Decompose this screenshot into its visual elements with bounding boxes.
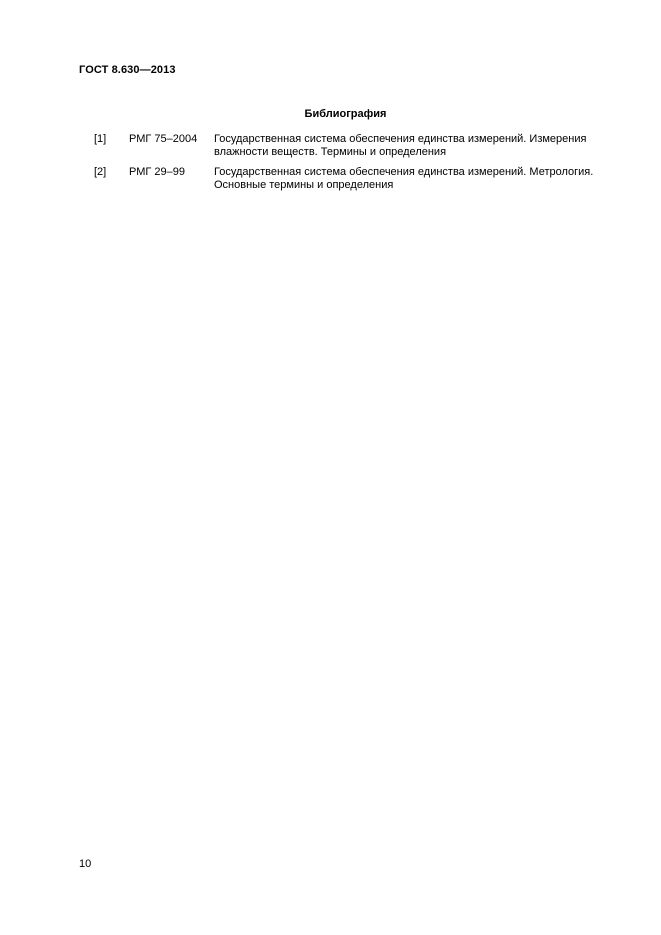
entry-text: Государственная система обеспечения единства измерений. Измерения влажности веществ. Термины и определения	[214, 133, 587, 158]
entry-number: [1]	[94, 133, 107, 145]
entry-number: [2]	[94, 166, 107, 178]
entry-code: РМГ 29–99	[129, 166, 185, 178]
entry-text: Государственная система обеспечения единства измерений. Метрология. Основные термины и определения	[214, 166, 594, 191]
document-header: ГОСТ 8.630—2013	[79, 64, 176, 76]
entry-code: РМГ 75–2004	[129, 133, 198, 145]
section-title: Библиография	[304, 108, 387, 120]
bibliography-entry	[94, 133, 614, 159]
bibliography-list	[94, 133, 614, 199]
page-number: 10	[79, 858, 92, 870]
bibliography-entry	[94, 166, 614, 192]
